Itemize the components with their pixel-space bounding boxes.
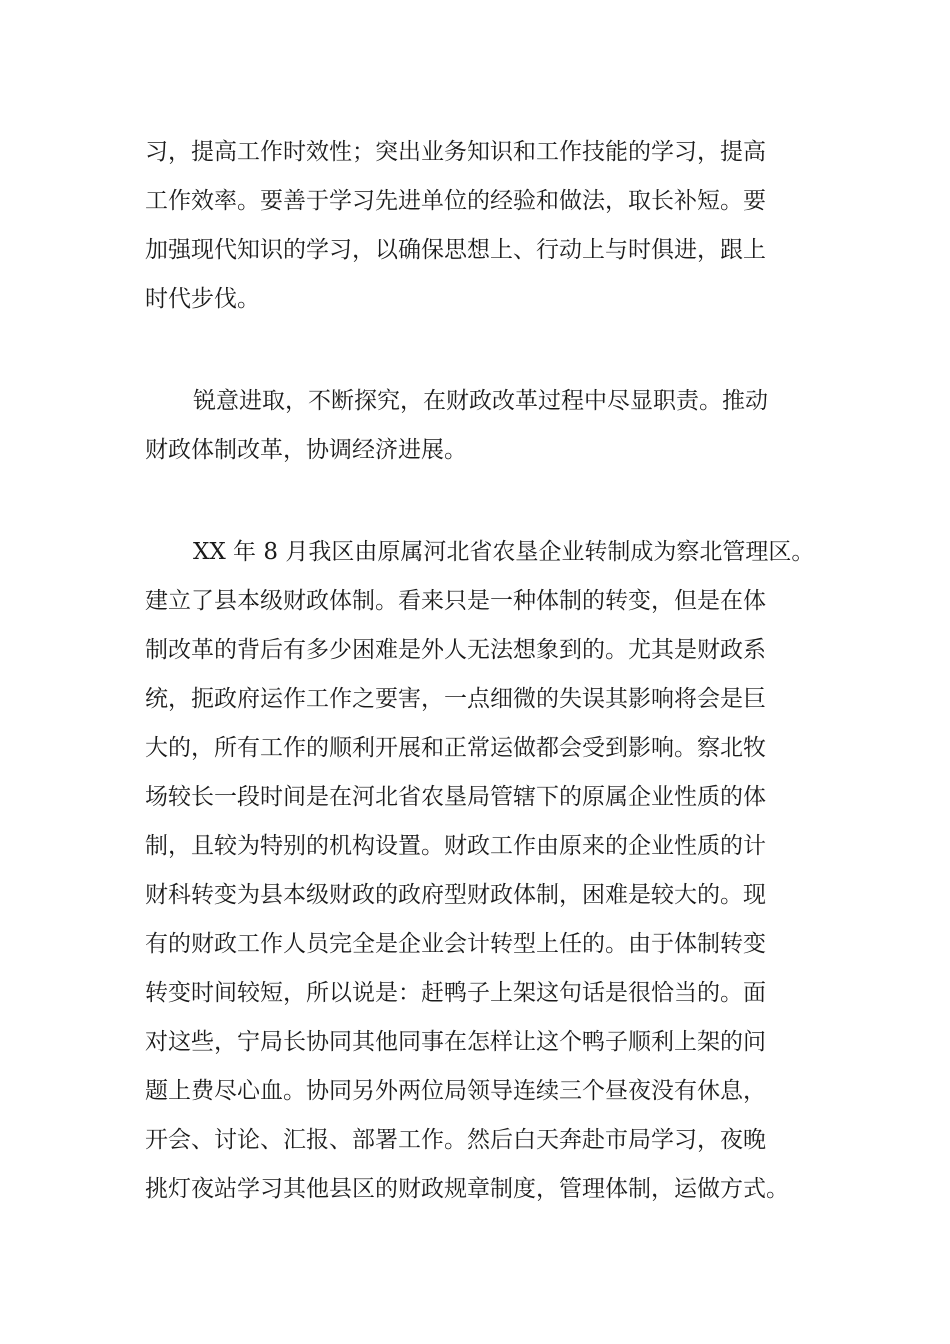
text-line: 财科转变为县本级财政的政府型财政体制，困难是较大的。现 bbox=[145, 882, 766, 908]
text-line: 挑灯夜站学习其他县区的财政规章制度，管理体制，运做方式。 bbox=[145, 1176, 789, 1202]
text-line: 制改革的背后有多少困难是外人无法想象到的。尤其是财政系 bbox=[145, 637, 766, 663]
text-line: 习，提高工作时效性；突出业务知识和工作技能的学习，提高 bbox=[145, 139, 766, 165]
text-line: XX 年 8 月我区由原属河北省农垦企业转制成为察北管理区。 bbox=[193, 539, 815, 565]
text-line: 场较长一段时间是在河北省农垦局管辖下的原属企业性质的体 bbox=[145, 784, 766, 810]
text-line: 建立了县本级财政体制。看来只是一种体制的转变，但是在体 bbox=[145, 588, 766, 614]
text-line: 制，且较为特别的机构设置。财政工作由原来的企业性质的计 bbox=[145, 833, 766, 859]
text-line: 有的财政工作人员完全是企业会计转型上任的。由于体制转变 bbox=[145, 931, 766, 957]
text-line: 时代步伐。 bbox=[145, 286, 260, 312]
text-line: 题上费尽心血。协同另外两位局领导连续三个昼夜没有休息， bbox=[145, 1078, 766, 1104]
text-line: 财政体制改革，协调经济进展。 bbox=[145, 437, 467, 463]
text-line: 加强现代知识的学习，以确保思想上、行动上与时俱进，跟上 bbox=[145, 237, 766, 263]
text-line: 工作效率。要善于学习先进单位的经验和做法，取长补短。要 bbox=[145, 188, 766, 214]
text-line: 开会、讨论、汇报、部署工作。然后白天奔赴市局学习，夜晚 bbox=[145, 1127, 766, 1153]
text-line: 大的，所有工作的顺利开展和正常运做都会受到影响。察北牧 bbox=[145, 735, 766, 761]
text-line: 转变时间较短，所以说是：赶鸭子上架这句话是很恰当的。面 bbox=[145, 980, 766, 1006]
text-line: 统，扼政府运作工作之要害，一点细微的失误其影响将会是巨 bbox=[145, 686, 766, 712]
text-line: 对这些，宁局长协同其他同事在怎样让这个鸭子顺利上架的问 bbox=[145, 1029, 766, 1055]
text-line: 锐意进取，不断探究，在财政改革过程中尽显职责。推动 bbox=[193, 388, 768, 414]
